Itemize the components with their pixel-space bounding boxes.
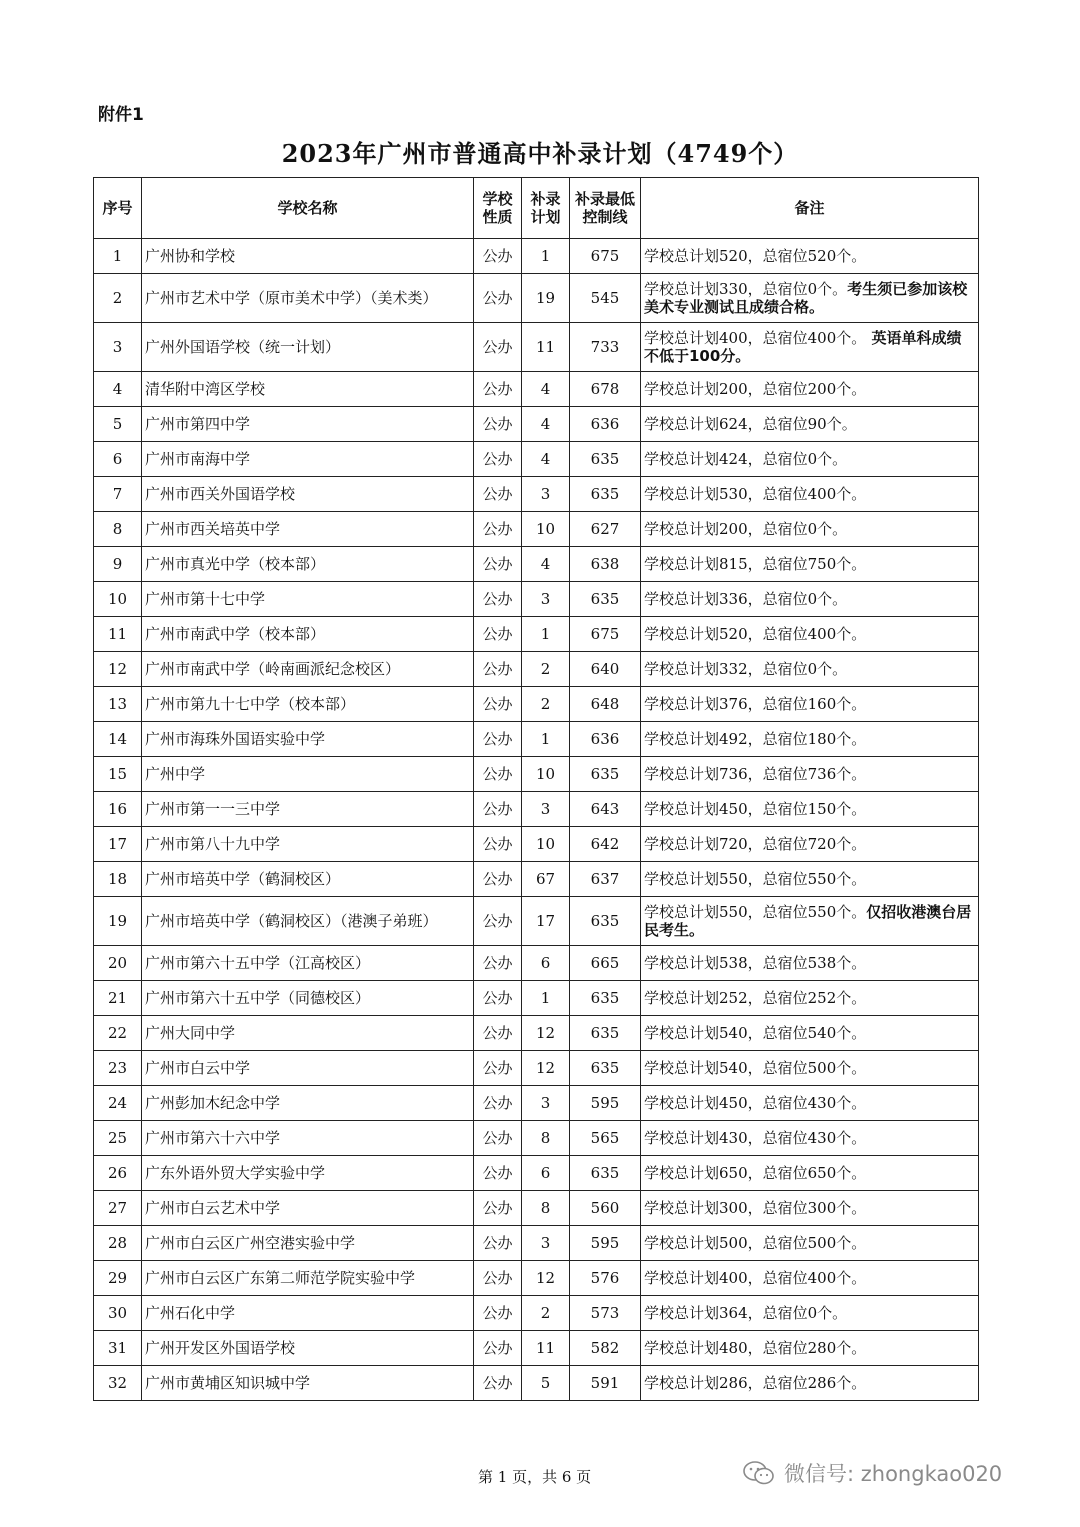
min-score: 635 [570, 897, 641, 946]
table-row [94, 1191, 979, 1226]
table-row [94, 687, 979, 722]
school-type: 公办 [474, 582, 522, 617]
note-cell [641, 757, 979, 792]
table-row [94, 1226, 979, 1261]
min-score: 675 [570, 239, 641, 274]
table-row [94, 722, 979, 757]
min-score: 643 [570, 792, 641, 827]
note-cell [641, 1296, 979, 1331]
note-text: 学校总计划200，总宿位0个。 [644, 520, 848, 538]
note-text: 学校总计划336，总宿位0个。 [644, 590, 848, 608]
note-text: 学校总计划450，总宿位430个。 [644, 1094, 867, 1112]
table-row [94, 512, 979, 547]
plan-count: 6 [522, 1156, 570, 1191]
table-row [94, 652, 979, 687]
school-type: 公办 [474, 687, 522, 722]
note-cell [641, 323, 979, 372]
note-text: 学校总计划376，总宿位160个。 [644, 695, 867, 713]
school-name: 广州大同中学 [142, 1016, 474, 1051]
note-cell [641, 582, 979, 617]
table-row [94, 981, 979, 1016]
wechat-icon [742, 1460, 776, 1486]
row-index: 19 [94, 897, 142, 946]
school-name: 广州市南武中学（校本部） [142, 617, 474, 652]
note-text: 学校总计划430，总宿位430个。 [644, 1129, 867, 1147]
row-index: 20 [94, 946, 142, 981]
plan-count: 2 [522, 687, 570, 722]
min-score: 635 [570, 1156, 641, 1191]
min-score: 648 [570, 687, 641, 722]
row-index: 13 [94, 687, 142, 722]
min-score: 636 [570, 407, 641, 442]
row-index: 27 [94, 1191, 142, 1226]
table-row [94, 582, 979, 617]
note-text: 学校总计划330，总宿位0个。 [644, 280, 848, 298]
plan-count: 4 [522, 372, 570, 407]
table-row [94, 792, 979, 827]
plan-count: 12 [522, 1016, 570, 1051]
table-row [94, 477, 979, 512]
table-row [94, 827, 979, 862]
plan-count: 6 [522, 946, 570, 981]
min-score: 627 [570, 512, 641, 547]
school-type: 公办 [474, 946, 522, 981]
column-header-school: 学校名称 [142, 178, 474, 239]
plan-count: 10 [522, 757, 570, 792]
school-name: 广州市黄埔区知识城中学 [142, 1366, 474, 1401]
note-text: 学校总计划720，总宿位720个。 [644, 835, 867, 853]
school-name: 广州市真光中学（校本部） [142, 547, 474, 582]
note-cell [641, 512, 979, 547]
school-type: 公办 [474, 862, 522, 897]
plan-count: 5 [522, 1366, 570, 1401]
school-type: 公办 [474, 1156, 522, 1191]
note-cell [641, 1366, 979, 1401]
min-score: 545 [570, 274, 641, 323]
table-row [94, 442, 979, 477]
school-name: 广州市第四中学 [142, 407, 474, 442]
min-score: 565 [570, 1121, 641, 1156]
note-cell [641, 862, 979, 897]
note-cell [641, 1051, 979, 1086]
school-type: 公办 [474, 722, 522, 757]
note-cell [641, 477, 979, 512]
note-cell [641, 274, 979, 323]
plan-count: 19 [522, 274, 570, 323]
school-name: 广州市第一一三中学 [142, 792, 474, 827]
note-text: 学校总计划424，总宿位0个。 [644, 450, 848, 468]
plan-count: 12 [522, 1051, 570, 1086]
min-score: 635 [570, 757, 641, 792]
note-text: 学校总计划520，总宿位520个。 [644, 247, 867, 265]
school-type: 公办 [474, 1226, 522, 1261]
min-score: 635 [570, 1051, 641, 1086]
min-score: 678 [570, 372, 641, 407]
plan-count: 2 [522, 1296, 570, 1331]
page-footer: 第 1 页，共 6 页 [478, 1468, 592, 1486]
note-text: 学校总计划550，总宿位550个。 [644, 903, 867, 921]
note-text: 学校总计划364，总宿位0个。 [644, 1304, 848, 1322]
school-name: 清华附中湾区学校 [142, 372, 474, 407]
row-index: 31 [94, 1331, 142, 1366]
note-extra-requirement: 仅招收港澳台居民考生。 [644, 903, 972, 939]
min-score: 560 [570, 1191, 641, 1226]
school-type: 公办 [474, 827, 522, 862]
table-row [94, 946, 979, 981]
min-score: 638 [570, 547, 641, 582]
note-extra-requirement: 考生须已参加该校美术专业测试且成绩合格。 [644, 280, 968, 316]
plan-count: 4 [522, 442, 570, 477]
row-index: 29 [94, 1261, 142, 1296]
row-index: 24 [94, 1086, 142, 1121]
school-type: 公办 [474, 547, 522, 582]
school-type: 公办 [474, 1261, 522, 1296]
row-index: 4 [94, 372, 142, 407]
school-type: 公办 [474, 1086, 522, 1121]
note-cell [641, 722, 979, 757]
school-type: 公办 [474, 274, 522, 323]
row-index: 17 [94, 827, 142, 862]
note-text: 学校总计划736，总宿位736个。 [644, 765, 867, 783]
note-cell [641, 652, 979, 687]
plan-count: 2 [522, 652, 570, 687]
table-row [94, 1121, 979, 1156]
note-text: 学校总计划252，总宿位252个。 [644, 989, 867, 1007]
note-cell [641, 239, 979, 274]
row-index: 28 [94, 1226, 142, 1261]
table-row [94, 1331, 979, 1366]
note-cell [641, 617, 979, 652]
note-cell [641, 1016, 979, 1051]
school-type: 公办 [474, 477, 522, 512]
note-text: 学校总计划480，总宿位280个。 [644, 1339, 867, 1357]
min-score: 576 [570, 1261, 641, 1296]
row-index: 11 [94, 617, 142, 652]
school-name: 广州外国语学校（统一计划） [142, 323, 474, 372]
school-name: 广州市白云艺术中学 [142, 1191, 474, 1226]
column-header-type: 学校性质 [474, 178, 522, 239]
school-type: 公办 [474, 1191, 522, 1226]
row-index: 23 [94, 1051, 142, 1086]
school-type: 公办 [474, 981, 522, 1016]
min-score: 595 [570, 1086, 641, 1121]
school-type: 公办 [474, 239, 522, 274]
school-name: 广州市第六十六中学 [142, 1121, 474, 1156]
watermark-text: 微信号: zhongkao020 [784, 1462, 1003, 1486]
note-cell [641, 897, 979, 946]
table-row [94, 1016, 979, 1051]
note-cell [641, 1191, 979, 1226]
table-row [94, 547, 979, 582]
plan-count: 12 [522, 1261, 570, 1296]
note-cell [641, 981, 979, 1016]
school-type: 公办 [474, 1296, 522, 1331]
table-row [94, 1156, 979, 1191]
note-cell [641, 792, 979, 827]
note-text: 学校总计划520，总宿位400个。 [644, 625, 867, 643]
plan-count: 3 [522, 1226, 570, 1261]
row-index: 22 [94, 1016, 142, 1051]
school-type: 公办 [474, 1016, 522, 1051]
school-name: 广州石化中学 [142, 1296, 474, 1331]
school-type: 公办 [474, 512, 522, 547]
min-score: 635 [570, 1016, 641, 1051]
note-cell [641, 1226, 979, 1261]
note-cell [641, 1261, 979, 1296]
note-cell [641, 407, 979, 442]
plan-count: 1 [522, 981, 570, 1016]
school-name: 广州市第六十五中学（同德校区） [142, 981, 474, 1016]
note-text: 学校总计划332，总宿位0个。 [644, 660, 848, 678]
plan-count: 8 [522, 1191, 570, 1226]
note-cell [641, 827, 979, 862]
note-text: 学校总计划286，总宿位286个。 [644, 1374, 867, 1392]
plan-count: 1 [522, 722, 570, 757]
note-cell [641, 547, 979, 582]
school-name: 广州市第八十九中学 [142, 827, 474, 862]
column-header-min-score: 补录最低控制线 [570, 178, 641, 239]
min-score: 635 [570, 477, 641, 512]
row-index: 2 [94, 274, 142, 323]
min-score: 642 [570, 827, 641, 862]
school-name: 广州中学 [142, 757, 474, 792]
note-cell [641, 442, 979, 477]
school-type: 公办 [474, 323, 522, 372]
row-index: 30 [94, 1296, 142, 1331]
note-cell [641, 946, 979, 981]
row-index: 3 [94, 323, 142, 372]
note-text: 学校总计划200，总宿位200个。 [644, 380, 867, 398]
note-cell [641, 687, 979, 722]
column-header-plan: 补录计划 [522, 178, 570, 239]
school-name: 广州开发区外国语学校 [142, 1331, 474, 1366]
note-cell [641, 1086, 979, 1121]
min-score: 573 [570, 1296, 641, 1331]
plan-count: 11 [522, 1331, 570, 1366]
note-text: 学校总计划540，总宿位540个。 [644, 1024, 867, 1042]
table-row [94, 372, 979, 407]
note-text: 学校总计划650，总宿位650个。 [644, 1164, 867, 1182]
plan-count: 17 [522, 897, 570, 946]
min-score: 595 [570, 1226, 641, 1261]
row-index: 25 [94, 1121, 142, 1156]
school-name: 广东外语外贸大学实验中学 [142, 1156, 474, 1191]
table-row [94, 897, 979, 946]
school-name: 广州市西关培英中学 [142, 512, 474, 547]
note-text: 学校总计划815，总宿位750个。 [644, 555, 867, 573]
note-text: 学校总计划530，总宿位400个。 [644, 485, 867, 503]
note-cell [641, 1156, 979, 1191]
school-name: 广州协和学校 [142, 239, 474, 274]
plan-count: 67 [522, 862, 570, 897]
table-row [94, 617, 979, 652]
table-body [94, 239, 979, 1401]
row-index: 1 [94, 239, 142, 274]
school-type: 公办 [474, 1366, 522, 1401]
note-text: 学校总计划492，总宿位180个。 [644, 730, 867, 748]
plan-count: 11 [522, 323, 570, 372]
row-index: 5 [94, 407, 142, 442]
plan-count: 10 [522, 827, 570, 862]
min-score: 637 [570, 862, 641, 897]
row-index: 26 [94, 1156, 142, 1191]
table-row [94, 1296, 979, 1331]
school-type: 公办 [474, 1331, 522, 1366]
note-cell [641, 1331, 979, 1366]
note-text: 学校总计划500，总宿位500个。 [644, 1234, 867, 1252]
table-row [94, 239, 979, 274]
table-row [94, 323, 979, 372]
note-cell [641, 1121, 979, 1156]
school-name: 广州市南武中学（岭南画派纪念校区） [142, 652, 474, 687]
school-name: 广州彭加木纪念中学 [142, 1086, 474, 1121]
school-name: 广州市培英中学（鹤洞校区）（港澳子弟班） [142, 897, 474, 946]
row-index: 21 [94, 981, 142, 1016]
school-name: 广州市南海中学 [142, 442, 474, 477]
plan-count: 3 [522, 1086, 570, 1121]
min-score: 635 [570, 582, 641, 617]
plan-count: 4 [522, 547, 570, 582]
plan-count: 3 [522, 477, 570, 512]
row-index: 15 [94, 757, 142, 792]
school-type: 公办 [474, 792, 522, 827]
table-row [94, 407, 979, 442]
row-index: 18 [94, 862, 142, 897]
school-name: 广州市第九十七中学（校本部） [142, 687, 474, 722]
note-text: 学校总计划450，总宿位150个。 [644, 800, 867, 818]
school-type: 公办 [474, 652, 522, 687]
plan-count: 3 [522, 582, 570, 617]
note-text: 学校总计划550，总宿位550个。 [644, 870, 867, 888]
row-index: 16 [94, 792, 142, 827]
note-text: 学校总计划538，总宿位538个。 [644, 954, 867, 972]
plan-count: 8 [522, 1121, 570, 1156]
row-index: 14 [94, 722, 142, 757]
table-row [94, 1086, 979, 1121]
min-score: 640 [570, 652, 641, 687]
column-header-index: 序号 [94, 178, 142, 239]
wechat-watermark [742, 1458, 1002, 1488]
note-extra-requirement: 英语单科成绩不低于100分。 [644, 329, 962, 365]
document-title: 2023年广州市普通高中补录计划（4749个） [281, 139, 799, 168]
row-index: 12 [94, 652, 142, 687]
note-text: 学校总计划624，总宿位90个。 [644, 415, 857, 433]
plan-count: 3 [522, 792, 570, 827]
min-score: 635 [570, 981, 641, 1016]
min-score: 675 [570, 617, 641, 652]
row-index: 7 [94, 477, 142, 512]
table-row [94, 862, 979, 897]
note-cell [641, 372, 979, 407]
enrollment-plan-table [93, 177, 979, 1401]
note-text: 学校总计划400，总宿位400个。 [644, 1269, 867, 1287]
row-index: 32 [94, 1366, 142, 1401]
table-row [94, 1261, 979, 1296]
school-type: 公办 [474, 1051, 522, 1086]
column-header-note: 备注 [641, 178, 979, 239]
school-name: 广州市艺术中学（原市美术中学）（美术类） [142, 274, 474, 323]
min-score: 665 [570, 946, 641, 981]
plan-count: 4 [522, 407, 570, 442]
school-name: 广州市海珠外国语实验中学 [142, 722, 474, 757]
school-name: 广州市第六十五中学（江高校区） [142, 946, 474, 981]
plan-count: 10 [522, 512, 570, 547]
school-type: 公办 [474, 372, 522, 407]
school-type: 公办 [474, 617, 522, 652]
table-row [94, 1051, 979, 1086]
row-index: 10 [94, 582, 142, 617]
school-name: 广州市西关外国语学校 [142, 477, 474, 512]
row-index: 8 [94, 512, 142, 547]
note-text: 学校总计划400，总宿位400个。 [644, 329, 867, 347]
school-name: 广州市白云区广东第二师范学院实验中学 [142, 1261, 474, 1296]
school-type: 公办 [474, 1121, 522, 1156]
row-index: 6 [94, 442, 142, 477]
note-text: 学校总计划540，总宿位500个。 [644, 1059, 867, 1077]
min-score: 636 [570, 722, 641, 757]
min-score: 591 [570, 1366, 641, 1401]
school-name: 广州市第十七中学 [142, 582, 474, 617]
table-row [94, 1366, 979, 1401]
min-score: 582 [570, 1331, 641, 1366]
table-row [94, 274, 979, 323]
table-row [94, 757, 979, 792]
school-type: 公办 [474, 897, 522, 946]
school-name: 广州市白云中学 [142, 1051, 474, 1086]
plan-count: 1 [522, 617, 570, 652]
table-header-row [94, 178, 979, 239]
school-name: 广州市培英中学（鹤洞校区） [142, 862, 474, 897]
school-type: 公办 [474, 442, 522, 477]
attachment-label: 附件1 [98, 105, 144, 125]
min-score: 733 [570, 323, 641, 372]
row-index: 9 [94, 547, 142, 582]
min-score: 635 [570, 442, 641, 477]
plan-count: 1 [522, 239, 570, 274]
note-text: 学校总计划300，总宿位300个。 [644, 1199, 867, 1217]
school-name: 广州市白云区广州空港实验中学 [142, 1226, 474, 1261]
school-type: 公办 [474, 407, 522, 442]
school-type: 公办 [474, 757, 522, 792]
